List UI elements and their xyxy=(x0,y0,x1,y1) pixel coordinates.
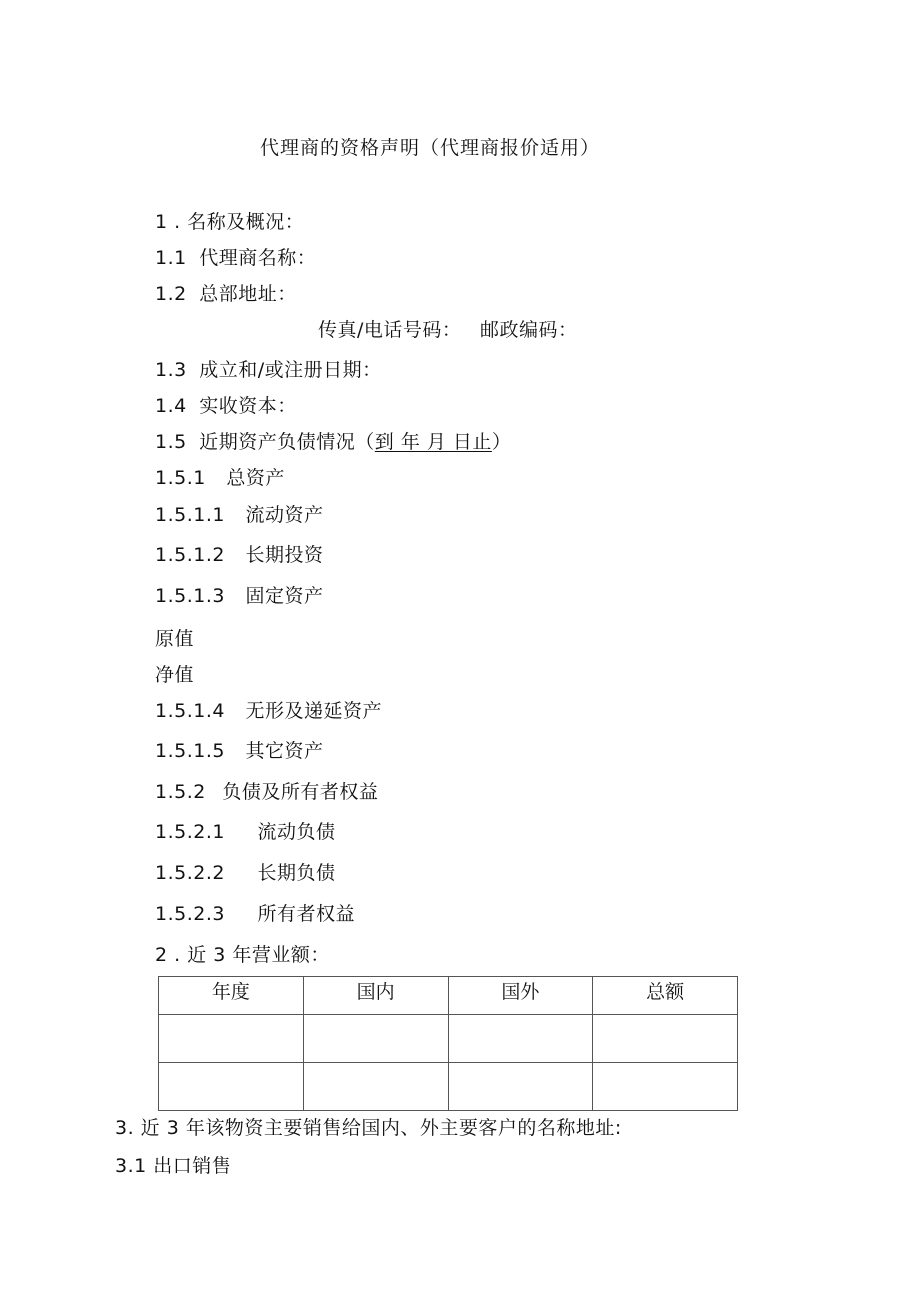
closing-paren: ） xyxy=(491,431,512,453)
other-assets-label: 其它资产 xyxy=(245,740,324,762)
item-number: 1.1 xyxy=(155,247,187,269)
col-header-year: 年度 xyxy=(159,977,304,1015)
document-title: 代理商的资格声明（代理商报价适用） xyxy=(260,137,601,159)
table-cell[interactable] xyxy=(159,1015,304,1063)
item-number: 1.5.1.5 xyxy=(155,740,225,762)
col-header-domestic: 国内 xyxy=(303,977,448,1015)
table-cell[interactable] xyxy=(303,1015,448,1063)
net-value-label: 净值 xyxy=(155,664,195,686)
col-header-foreign: 国外 xyxy=(448,977,593,1015)
item-number: 1.5.2.3 xyxy=(155,903,225,925)
table-cell[interactable] xyxy=(593,1063,738,1111)
long-term-investment-line xyxy=(155,543,324,567)
current-assets-line xyxy=(155,503,324,527)
other-assets-line xyxy=(155,739,324,763)
hq-address-line xyxy=(155,282,297,306)
table-header-row xyxy=(159,977,738,1015)
long-term-investment-label: 长期投资 xyxy=(245,544,324,566)
postal-code-label: 邮政编码： xyxy=(480,319,578,341)
table-row xyxy=(159,1015,738,1063)
paid-capital-line xyxy=(155,394,297,418)
col-header-total: 总额 xyxy=(593,977,738,1015)
long-term-liabilities-line xyxy=(155,861,336,885)
section-2-heading: 2 . 近 3 年营业额： xyxy=(155,944,330,966)
item-number: 1.2 xyxy=(155,283,187,305)
agent-name-line xyxy=(155,246,316,270)
table-cell[interactable] xyxy=(448,1063,593,1111)
intangible-assets-label: 无形及递延资产 xyxy=(245,700,383,722)
long-term-liabilities-label: 长期负债 xyxy=(257,862,336,884)
assets-liabilities-label: 近期资产负债情况（ xyxy=(199,431,375,453)
assets-liabilities-line xyxy=(155,430,511,454)
registration-date-line xyxy=(155,358,382,382)
as-of-date-blank: 到 年 月 日止 xyxy=(374,431,492,453)
hq-address-label: 总部地址： xyxy=(199,283,297,305)
table-cell[interactable] xyxy=(448,1015,593,1063)
original-value-label: 原值 xyxy=(155,628,195,650)
intangible-assets-line xyxy=(155,699,382,723)
item-number: 1.5.1.3 xyxy=(155,585,225,607)
item-number: 1.3 xyxy=(155,359,187,381)
table-cell[interactable] xyxy=(593,1015,738,1063)
export-sales-heading: 3.1 出口销售 xyxy=(115,1155,232,1177)
item-number: 1.5.1 xyxy=(155,467,206,489)
item-number: 1.4 xyxy=(155,395,187,417)
owners-equity-label: 所有者权益 xyxy=(257,903,356,925)
item-number: 1.5.1.4 xyxy=(155,700,225,722)
table-cell[interactable] xyxy=(159,1063,304,1111)
liabilities-equity-line xyxy=(155,780,378,804)
item-number: 1.5.2 xyxy=(155,781,206,803)
revenue-table xyxy=(158,976,738,1111)
item-number: 1.5.2.2 xyxy=(155,862,225,884)
section-1-heading: 1 . 名称及概况： xyxy=(155,211,305,233)
paid-capital-label: 实收资本： xyxy=(199,395,297,417)
total-assets-line xyxy=(155,466,285,490)
current-assets-label: 流动资产 xyxy=(245,504,324,526)
total-assets-label: 总资产 xyxy=(226,467,285,489)
item-number: 1.5 xyxy=(155,431,187,453)
item-number: 1.5.1.1 xyxy=(155,504,225,526)
agent-name-label: 代理商名称： xyxy=(199,247,317,269)
current-liabilities-line xyxy=(155,820,336,844)
section-3-heading: 3. 近 3 年该物资主要销售给国内、外主要客户的名称地址: xyxy=(115,1117,622,1139)
table-cell[interactable] xyxy=(303,1063,448,1111)
item-number: 1.5.1.2 xyxy=(155,544,225,566)
table-row xyxy=(159,1063,738,1111)
item-number: 1.5.2.1 xyxy=(155,821,225,843)
owners-equity-line xyxy=(155,902,355,926)
fixed-assets-label: 固定资产 xyxy=(245,585,324,607)
fixed-assets-line xyxy=(155,584,324,608)
current-liabilities-label: 流动负债 xyxy=(257,821,336,843)
liabilities-equity-label: 负债及所有者权益 xyxy=(222,781,379,803)
fax-phone-label: 传真/电话号码： xyxy=(318,319,462,341)
registration-date-label: 成立和/或注册日期： xyxy=(199,359,382,381)
